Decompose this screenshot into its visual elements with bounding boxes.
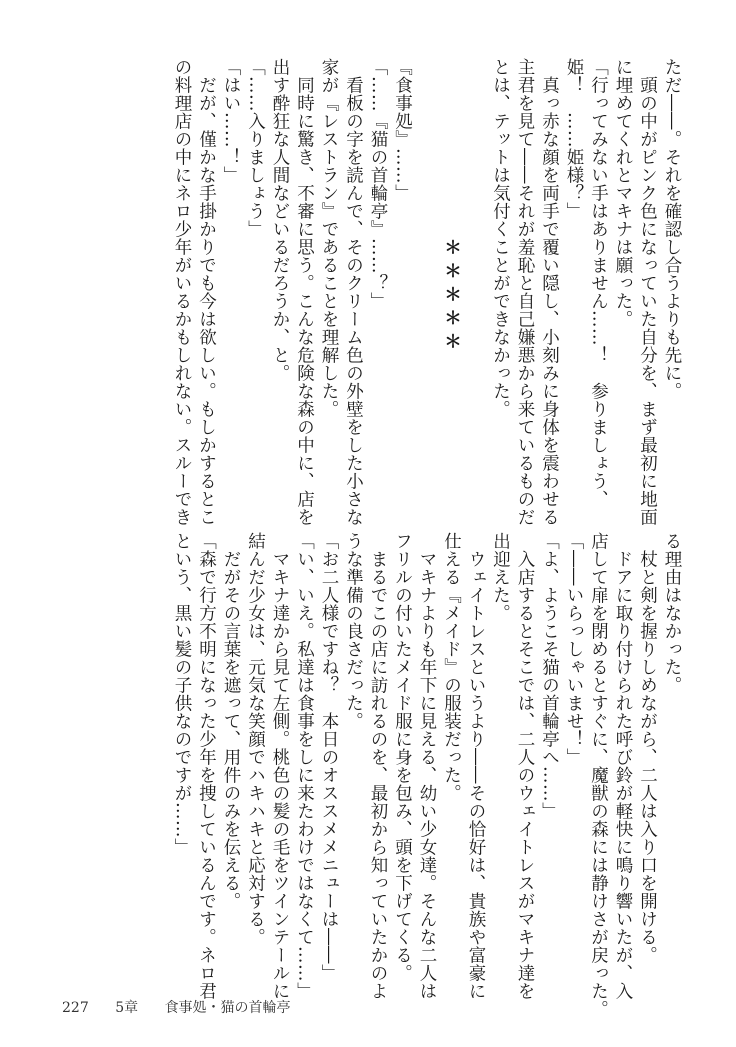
- text-line: だがその言葉を遮って、用件のみを伝える。: [221, 532, 241, 910]
- text-line: マキナ達から見て左側。桃色の髪の毛をツインテールに: [270, 532, 290, 1000]
- text-line: 杖と剣を握りしめながら、二人は入り口を開ける。: [637, 532, 658, 964]
- text-line: 「い、いえ。私達は食事をしに来たわけではなくて……」: [294, 532, 315, 1000]
- text-line: 「はい……！」: [221, 58, 241, 184]
- text-line: 「……入りましょう」: [245, 58, 266, 238]
- text-line: 「お二人様ですね？ 本日のオススメメニューは――」: [319, 532, 339, 982]
- text-line: 結んだ少女は、元気な笑顔でハキハキと応対する。: [245, 532, 266, 946]
- text-line: ただ――。それを確認し合うよりも先に。: [662, 58, 682, 400]
- text-line: 『食事処』……」: [392, 58, 413, 202]
- text-line: に埋めてくれとマキナは願った。: [613, 58, 633, 328]
- page-number: 227: [62, 1000, 89, 1016]
- text-line: 頭の中がピンク色になっていた自分を、まず最初に地面: [637, 58, 658, 526]
- text-line: フリルの付いたメイド服に身を包み、頭を下げてくる。: [392, 532, 413, 982]
- upper-text-block: [58, 58, 684, 526]
- scene-break-divider: ＊＊＊＊＊: [441, 238, 462, 356]
- text-line: 「行ってみない手はありません……！ 参りましょう、: [588, 58, 609, 508]
- text-line: という、黒い髪の子供なのですが……」: [172, 532, 192, 856]
- text-line: 看板の字を読んで、そのクリーム色の外壁をした小さな: [343, 58, 364, 526]
- text-line: ドアに取り付けられた呼び鈴が軽快に鳴り響いたが、入: [613, 532, 633, 1000]
- text-line: 「――いらっしゃいませ！」: [564, 532, 584, 766]
- text-line: うな準備の良さだった。: [343, 532, 364, 730]
- text-line: だが、僅かな手掛かりでも今は欲しい。もしかするとこ: [196, 58, 217, 526]
- text-line: 仕える『メイド』の服装だった。: [441, 532, 462, 802]
- text-line: 「……『猫の首輪亭』……？」: [368, 58, 388, 310]
- text-line: 同時に驚き、不審に思う。こんな危険な森の中に、店を: [294, 58, 315, 526]
- text-line: 家が『レストラン』であることを理解した。: [319, 58, 339, 418]
- text-line: とは、テットは気付くことができなかった。: [490, 58, 511, 418]
- chapter-number: 5章: [115, 1000, 139, 1016]
- text-line: の料理店の中にネロ少年がいるかもしれない。スルーでき: [172, 58, 192, 526]
- text-line: 店して扉を閉めるとすぐに、魔獣の森には静けさが戻った。: [588, 532, 609, 1018]
- text-line: マキナよりも年下に見える、幼い少女達。そんな二人は: [417, 532, 437, 1000]
- text-line: 入店するとそこでは、二人のウェイトレスがマキナ達を: [515, 532, 535, 1000]
- page-footer: [62, 997, 313, 1017]
- scene-gap: [464, 58, 489, 508]
- text-line: 「森で行方不明になった少年を捜しているんです。ネロ君: [196, 532, 217, 1000]
- text-line: 出す酔狂な人間などいるだろうか、と。: [270, 58, 290, 382]
- text-line: ウェイトレスというより――その恰好は、貴族や富豪に: [466, 532, 486, 1000]
- text-line: る理由はなかった。: [662, 532, 682, 694]
- text-line: 真っ赤な顔を両手で覆い隠し、小刻みに身体を震わせる: [539, 58, 560, 526]
- text-line: 「よ、ようこそ猫の首輪亭へ……」: [539, 532, 560, 820]
- text-line: まるでこの店に訪れるのを、最初から知っていたかのよ: [368, 532, 388, 1000]
- chapter-title: 食事処・猫の首輪亭: [164, 1000, 291, 1016]
- text-line: 主君を見て――それが羞恥と自己嫌悪から来ているものだ: [515, 58, 535, 526]
- text-line: 出迎えた。: [490, 532, 511, 622]
- text-line: 姫！ ……姫様？」: [564, 58, 584, 220]
- scene-gap: [415, 58, 440, 508]
